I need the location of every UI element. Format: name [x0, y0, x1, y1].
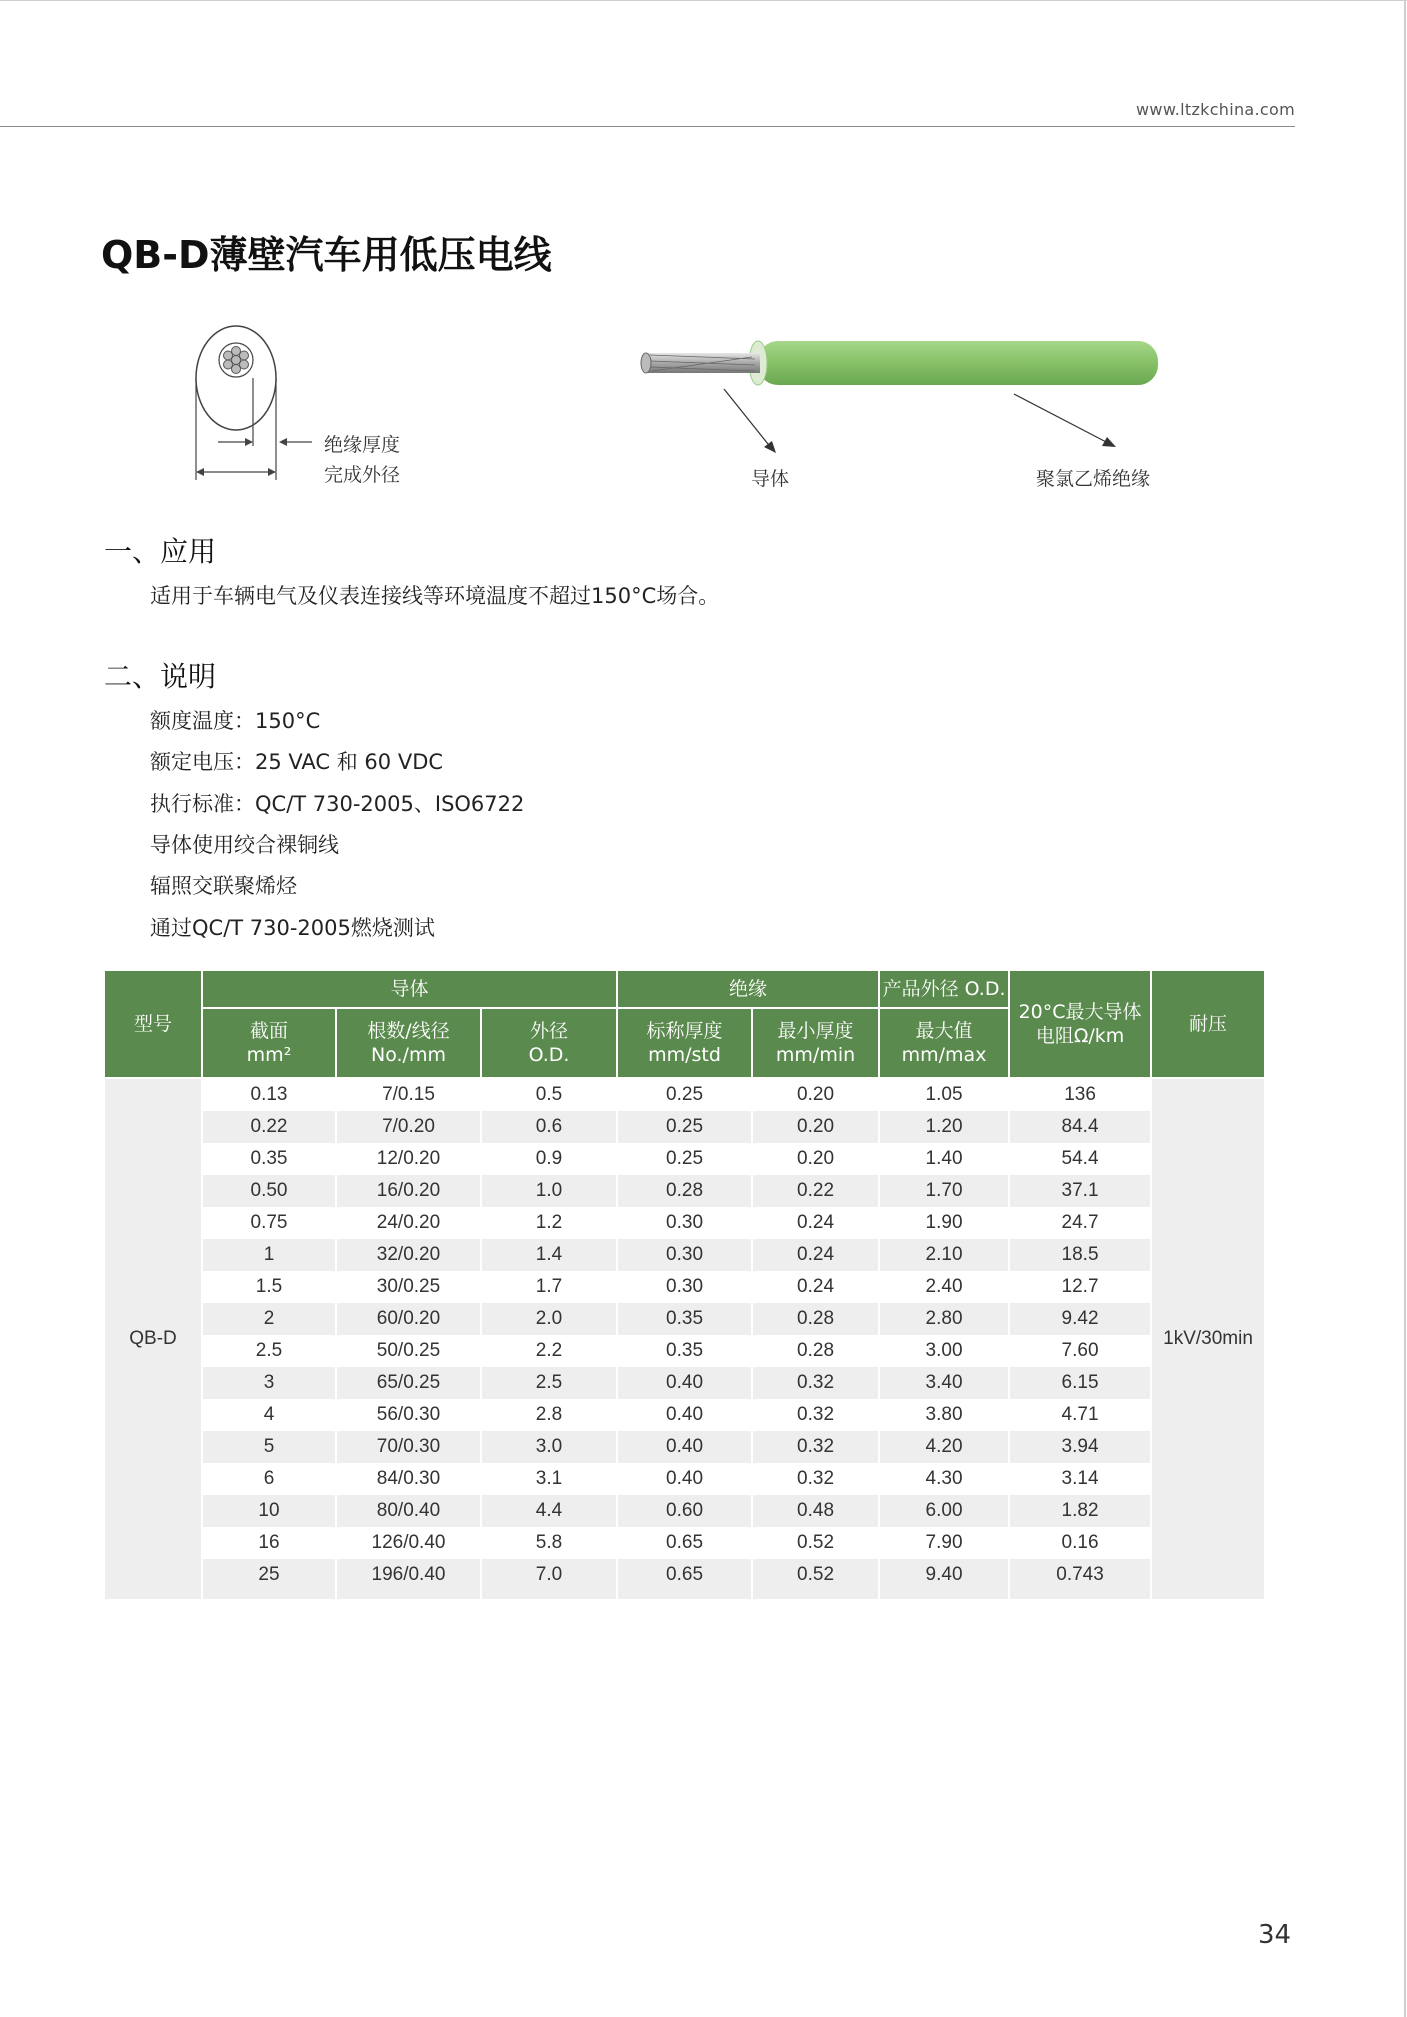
table-row: [104, 1335, 1265, 1367]
table-cell: 4.20: [879, 1431, 1009, 1463]
table-cell: 3.40: [879, 1367, 1009, 1399]
table-cell: 0.65: [617, 1527, 752, 1559]
table-cell: 0.5: [481, 1078, 617, 1111]
page-title: QB-D薄壁汽车用低压电线: [101, 233, 552, 277]
standard: 执行标准：QC/T 730-2005、ISO6722: [150, 792, 525, 816]
table-row: [104, 1559, 1265, 1591]
table-cell: 2.2: [481, 1335, 617, 1367]
table-cell: 5.8: [481, 1527, 617, 1559]
table-cell: 1.20: [879, 1111, 1009, 1143]
table-cell: 0.22: [202, 1111, 336, 1143]
table-row: [104, 1399, 1265, 1431]
table-cell: 0.16: [1009, 1527, 1151, 1559]
table-row: [104, 1207, 1265, 1239]
table-cell: 3.00: [879, 1335, 1009, 1367]
table-cell: 0.32: [752, 1399, 879, 1431]
table-cell: 0.32: [752, 1431, 879, 1463]
table-cell: 0.35: [617, 1335, 752, 1367]
table-cell: 30/0.25: [336, 1271, 481, 1303]
table-cell: 0.30: [617, 1207, 752, 1239]
subheader-strands: 根数/线径 No./mm: [336, 1008, 481, 1078]
subheader-min-thickness: 最小厚度 mm/min: [752, 1008, 879, 1078]
table-cell: 126/0.40: [336, 1527, 481, 1559]
table-cell: 12/0.20: [336, 1143, 481, 1175]
table-cell: 3.0: [481, 1431, 617, 1463]
table-cell: 3: [202, 1367, 336, 1399]
subheader-nominal-thickness: 标称厚度 mm/std: [617, 1008, 752, 1078]
table-cell: 25: [202, 1559, 336, 1591]
table-cell: 4.71: [1009, 1399, 1151, 1431]
table-cell: 54.4: [1009, 1143, 1151, 1175]
product-od-header: 产品外径 O.D.: [879, 970, 1009, 1008]
table-cell: 0.743: [1009, 1559, 1151, 1591]
table-row: [104, 1367, 1265, 1399]
outer-diameter-label: 完成外径: [324, 464, 401, 486]
table-cell: 3.80: [879, 1399, 1009, 1431]
table-cell: 0.40: [617, 1399, 752, 1431]
table-cell: 4.30: [879, 1463, 1009, 1495]
table-row: [104, 1143, 1265, 1175]
description-heading: 二、说明: [104, 660, 217, 693]
table-cell: 0.48: [752, 1495, 879, 1527]
table-cell: 6.15: [1009, 1367, 1151, 1399]
website-url: www.ltzkchina.com: [1136, 100, 1295, 119]
table-cell: 2.0: [481, 1303, 617, 1335]
table-cell: 3.94: [1009, 1431, 1151, 1463]
table-cell: 56/0.30: [336, 1399, 481, 1431]
table-cell: 0.28: [752, 1303, 879, 1335]
table-cell: 0.50: [202, 1175, 336, 1207]
table-cell: 6: [202, 1463, 336, 1495]
table-cell: 2: [202, 1303, 336, 1335]
table-row: [104, 1175, 1265, 1207]
page-top-border: [0, 0, 1407, 1]
voltage-header: 耐压: [1151, 970, 1265, 1078]
table-cell: 2.5: [481, 1367, 617, 1399]
voltage-cell: 1kV/30min: [1151, 1078, 1265, 1599]
model-cell: QB-D: [104, 1078, 202, 1599]
table-cell: 3.14: [1009, 1463, 1151, 1495]
table-cell: 84/0.30: [336, 1463, 481, 1495]
spec-table-body: [104, 1078, 1265, 1599]
table-bottom-padding: [104, 1591, 1265, 1599]
table-cell: 2.8: [481, 1399, 617, 1431]
table-cell: 0.30: [617, 1239, 752, 1271]
table-cell: 0.24: [752, 1271, 879, 1303]
table-cell: 2.40: [879, 1271, 1009, 1303]
table-cell: 1.82: [1009, 1495, 1151, 1527]
table-cell: 2.5: [202, 1335, 336, 1367]
spec-table: [103, 969, 1266, 1599]
table-cell: 0.13: [202, 1078, 336, 1111]
table-row: [104, 1271, 1265, 1303]
conductor-note: 导体使用绞合裸铜线: [150, 833, 339, 857]
table-cell: 0.24: [752, 1239, 879, 1271]
table-cell: 0.32: [752, 1367, 879, 1399]
model-header: 型号: [104, 970, 202, 1078]
table-cell: 136: [1009, 1078, 1151, 1111]
table-cell: 0.28: [617, 1175, 752, 1207]
subheader-max-od: 最大值 mm/max: [879, 1008, 1009, 1078]
flame-test-note: 通过QC/T 730-2005燃烧测试: [150, 916, 435, 940]
page-right-border: [1404, 0, 1406, 2017]
table-cell: 6.00: [879, 1495, 1009, 1527]
table-cell: 5: [202, 1431, 336, 1463]
table-cell: 16: [202, 1527, 336, 1559]
insulation-thickness-label: 绝缘厚度: [324, 434, 401, 456]
table-cell: 1.05: [879, 1078, 1009, 1111]
table-cell: 37.1: [1009, 1175, 1151, 1207]
table-cell: 0.28: [752, 1335, 879, 1367]
subheader-section: 截面 mm²: [202, 1008, 336, 1078]
table-cell: 0.20: [752, 1111, 879, 1143]
table-row: [104, 1111, 1265, 1143]
table-cell: 16/0.20: [336, 1175, 481, 1207]
table-cell: 65/0.25: [336, 1367, 481, 1399]
table-cell: 0.20: [752, 1143, 879, 1175]
table-cell: 1.4: [481, 1239, 617, 1271]
application-heading: 一、应用: [104, 535, 217, 568]
table-cell: 7/0.20: [336, 1111, 481, 1143]
table-cell: 7.60: [1009, 1335, 1151, 1367]
table-cell: 0.25: [617, 1111, 752, 1143]
table-cell: 0.24: [752, 1207, 879, 1239]
table-cell: 18.5: [1009, 1239, 1151, 1271]
table-cell: 1.40: [879, 1143, 1009, 1175]
table-cell: 32/0.20: [336, 1239, 481, 1271]
table-cell: 0.20: [752, 1078, 879, 1111]
table-row: [104, 1463, 1265, 1495]
resistance-header: 20°C最大导体电阻Ω/km: [1009, 970, 1151, 1078]
table-cell: 1.70: [879, 1175, 1009, 1207]
table-row: [104, 1527, 1265, 1559]
table-cell: 1: [202, 1239, 336, 1271]
table-cell: 24.7: [1009, 1207, 1151, 1239]
table-row: [104, 1431, 1265, 1463]
table-cell: 0.40: [617, 1463, 752, 1495]
table-row: [104, 1078, 1265, 1111]
cross-section-diagram: [190, 318, 470, 488]
table-cell: 0.65: [617, 1559, 752, 1591]
table-cell: 0.30: [617, 1271, 752, 1303]
table-cell: 9.40: [879, 1559, 1009, 1591]
table-cell: 4.4: [481, 1495, 617, 1527]
table-cell: 1.90: [879, 1207, 1009, 1239]
table-cell: 1.2: [481, 1207, 617, 1239]
conductor-pointer-arrow: [720, 385, 780, 455]
table-cell: 0.60: [617, 1495, 752, 1527]
table-cell: 0.25: [617, 1078, 752, 1111]
pvc-insulation-label: 聚氯乙烯绝缘: [1036, 468, 1151, 490]
table-cell: 70/0.30: [336, 1431, 481, 1463]
subheader-conductor-od: 外径 O.D.: [481, 1008, 617, 1078]
table-cell: 0.52: [752, 1559, 879, 1591]
table-cell: 1.0: [481, 1175, 617, 1207]
material-note: 辐照交联聚烯烃: [150, 874, 297, 898]
table-row: [104, 1495, 1265, 1527]
table-cell: 0.6: [481, 1111, 617, 1143]
table-cell: 1.7: [481, 1271, 617, 1303]
header-rule: [0, 126, 1295, 127]
table-row: [104, 1303, 1265, 1335]
application-text: 适用于车辆电气及仪表连接线等环境温度不超过150°C场合。: [150, 584, 720, 608]
table-cell: 4: [202, 1399, 336, 1431]
table-cell: 0.40: [617, 1431, 752, 1463]
conductor-label: 导体: [751, 468, 790, 490]
table-cell: 7/0.15: [336, 1078, 481, 1111]
insulation-pointer-arrow: [1010, 390, 1120, 450]
rated-temperature: 额度温度：150°C: [150, 709, 321, 733]
rated-voltage: 额定电压：25 VAC 和 60 VDC: [150, 750, 444, 774]
table-cell: 2.10: [879, 1239, 1009, 1271]
table-cell: 196/0.40: [336, 1559, 481, 1591]
table-cell: 0.75: [202, 1207, 336, 1239]
conductor-header: 导体: [202, 970, 617, 1008]
table-row: [104, 1239, 1265, 1271]
table-cell: 0.25: [617, 1143, 752, 1175]
table-cell: 2.80: [879, 1303, 1009, 1335]
table-cell: 0.32: [752, 1463, 879, 1495]
table-cell: 84.4: [1009, 1111, 1151, 1143]
table-cell: 12.7: [1009, 1271, 1151, 1303]
table-cell: 0.22: [752, 1175, 879, 1207]
table-cell: 7.90: [879, 1527, 1009, 1559]
insulation-header: 绝缘: [617, 970, 879, 1008]
table-cell: 24/0.20: [336, 1207, 481, 1239]
table-cell: 7.0: [481, 1559, 617, 1591]
table-cell: 80/0.40: [336, 1495, 481, 1527]
page-number: 34: [1258, 1920, 1292, 1950]
table-cell: 0.35: [617, 1303, 752, 1335]
table-cell: 60/0.20: [336, 1303, 481, 1335]
table-cell: 0.52: [752, 1527, 879, 1559]
table-cell: 50/0.25: [336, 1335, 481, 1367]
table-cell: 10: [202, 1495, 336, 1527]
table-cell: 3.1: [481, 1463, 617, 1495]
table-cell: 0.40: [617, 1367, 752, 1399]
table-cell: 1.5: [202, 1271, 336, 1303]
table-cell: 9.42: [1009, 1303, 1151, 1335]
table-cell: 0.9: [481, 1143, 617, 1175]
table-cell: 0.35: [202, 1143, 336, 1175]
